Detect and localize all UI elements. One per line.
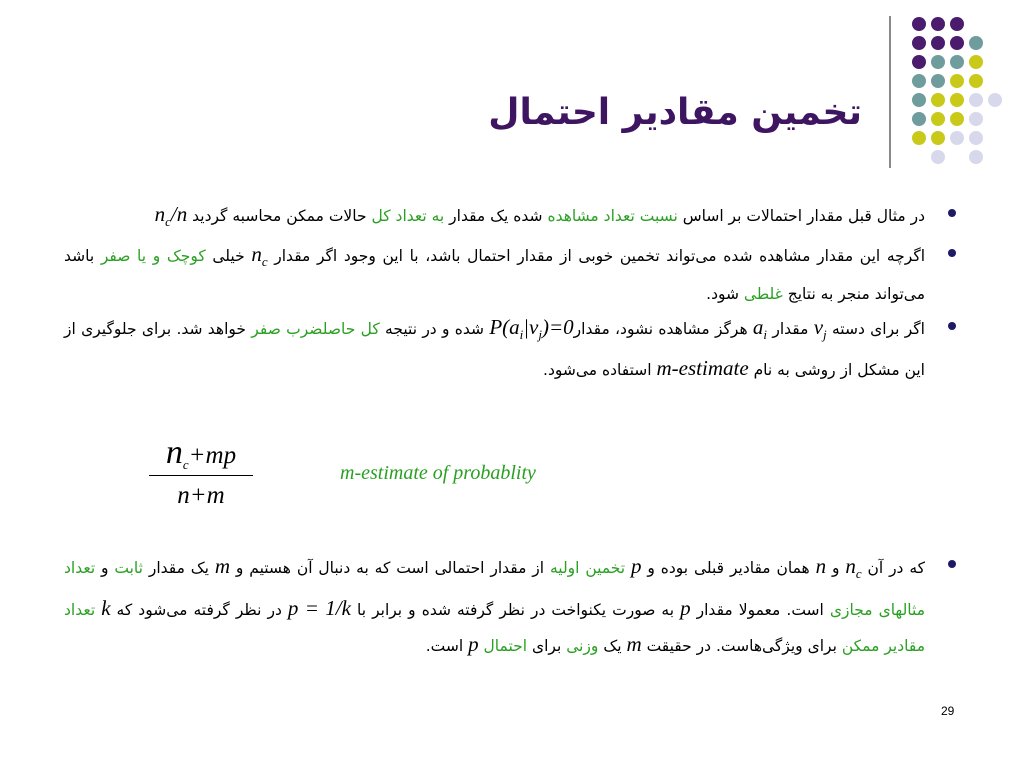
decor-dot: [912, 112, 926, 126]
math-subscript: c: [165, 214, 171, 230]
math-symbol: n: [251, 242, 262, 267]
highlight-text: تعداد مثالهای مجازی: [64, 559, 925, 620]
math-symbol: m: [626, 632, 642, 657]
math-symbol: k: [101, 596, 111, 621]
math-expression: p = 1/k: [287, 596, 351, 621]
text: شده و در نتیجه: [379, 320, 490, 339]
text: خواهد شد. برای جلوگیری از این مشکل از روشی به نام: [64, 320, 925, 379]
formula-denominator: n+m: [177, 482, 225, 509]
math-symbol: n: [165, 434, 183, 471]
text: در نظر گرفته می‌شود که: [110, 601, 288, 620]
text: است. معمولا مقدار: [690, 601, 830, 620]
text: خیلی: [205, 247, 252, 266]
bullet-icon: [948, 322, 956, 330]
math-subscript: i: [519, 327, 524, 343]
decor-dot: [969, 74, 983, 88]
fraction-bar: [149, 475, 253, 476]
page-number: 29: [941, 704, 955, 718]
decor-dot: [969, 55, 983, 69]
highlight-text: تخمین اولیه: [549, 559, 626, 577]
math-symbol: p: [631, 554, 642, 578]
decor-dot: [969, 131, 983, 145]
decor-dot: [969, 36, 983, 50]
bullet-list: [64, 549, 942, 663]
math-symbol: n: [845, 554, 856, 578]
bullet-item-1: [64, 198, 942, 238]
math-symbol: p: [468, 632, 479, 657]
bullet-icon: [948, 249, 956, 257]
decor-dot: [912, 36, 926, 50]
highlight-text: به تعداد کل: [371, 207, 445, 225]
decor-dot: [912, 131, 926, 145]
text: هرگز مشاهده نشود، مقدار: [573, 320, 753, 339]
decor-dot: [969, 150, 983, 164]
text: باشد می‌تواند منجر به نتایج: [64, 247, 925, 304]
math-expression: [845, 554, 862, 582]
text: و: [95, 559, 115, 577]
math-expression: [813, 315, 827, 343]
text: از مقدار احتمالی است که به دنبال آن هستیم و: [230, 559, 550, 577]
math-symbol: n: [815, 554, 827, 578]
text: شده یک مقدار: [444, 207, 548, 225]
text: برای ویژگی‌هاست. در حقیقت: [641, 637, 842, 656]
math-symbol: )=0: [542, 315, 574, 340]
bullet-item-3: [64, 311, 942, 386]
text: حالات ممکن محاسبه گردید: [187, 207, 372, 225]
math-expression: m-estimate: [656, 355, 749, 380]
math-symbol: P(a: [489, 315, 520, 340]
math-subscript: c: [182, 457, 189, 472]
math-symbol: +mp: [188, 442, 237, 469]
math-symbol: n: [154, 202, 166, 226]
math-expression: [489, 315, 574, 343]
text: شود.: [706, 285, 744, 304]
highlight-text: وزنی: [566, 637, 599, 656]
math-subscript: c: [855, 566, 862, 582]
decor-dot: [931, 112, 945, 126]
decor-dot: [950, 17, 964, 31]
formula-numerator: [149, 434, 253, 472]
text: و: [826, 559, 846, 577]
math-subscript: i: [763, 327, 768, 343]
highlight-text: احتمال: [483, 637, 528, 656]
math-subscript: j: [823, 327, 827, 343]
text: مقدار: [767, 320, 814, 339]
decor-dot: [969, 112, 983, 126]
text: همان مقادیر قبلی بوده و: [641, 559, 816, 577]
math-symbol: a: [752, 315, 764, 340]
math-symbol: /n: [170, 202, 188, 226]
formula-caption: m-estimate of probablity: [340, 462, 536, 484]
bullet-item-2: [64, 238, 942, 311]
bullet-icon: [948, 209, 956, 217]
decor-dot: [931, 150, 945, 164]
text: است.: [425, 637, 469, 656]
decor-dot: [950, 112, 964, 126]
bullet-icon: [948, 560, 956, 568]
math-expression: [752, 315, 768, 343]
decor-dot: [931, 17, 945, 31]
highlight-text: کوچک و یا صفر: [100, 247, 206, 266]
decor-dot: [931, 93, 945, 107]
decor-dot: [950, 74, 964, 88]
bullet-item-4: [64, 549, 942, 663]
text: اگرچه این مقدار مشاهده شده می‌تواند تخمین خوبی از مقدار احتمال باشد، با این وجود اگر مقدار: [267, 247, 926, 266]
text: یک مقدار: [142, 559, 215, 577]
math-symbol: p: [680, 596, 691, 621]
math-symbol: m: [214, 554, 231, 578]
decor-dot: [950, 36, 964, 50]
bullet-list: [64, 198, 942, 387]
text: یک: [598, 637, 627, 656]
decor-dot: [988, 93, 1002, 107]
m-estimate-formula: [149, 434, 253, 511]
decor-dot: [912, 17, 926, 31]
highlight-text: کل حاصلضرب صفر: [251, 320, 380, 339]
text: برای: [527, 637, 567, 656]
decor-dot: [912, 74, 926, 88]
title-divider-line: [889, 16, 891, 168]
decorative-dot-grid: [0, 0, 1024, 170]
text: اگر برای دسته: [826, 320, 925, 339]
math-subscript: j: [538, 327, 542, 343]
highlight-text: تعداد مقادیر ممکن: [64, 601, 925, 656]
slide-title: تخمین مقادیر احتمال: [488, 92, 862, 133]
decor-dot: [931, 55, 945, 69]
math-subscript: c: [261, 254, 268, 270]
highlight-text: نسبت تعداد مشاهده: [547, 207, 678, 225]
math-symbol: |v: [523, 315, 539, 340]
decor-dot: [969, 93, 983, 107]
highlight-text: غلطی: [743, 285, 783, 304]
text: به صورت یکنواخت در نظر گرفته شده و برابر با: [350, 601, 681, 620]
highlight-text: ثابت: [114, 559, 143, 577]
decor-dot: [950, 93, 964, 107]
decor-dot: [950, 55, 964, 69]
text: در مثال قبل مقدار احتمالات بر اساس: [677, 207, 925, 225]
math-symbol: v: [813, 315, 824, 340]
decor-dot: [912, 55, 926, 69]
math-expression: [251, 242, 268, 270]
text: استفاده می‌شود.: [543, 360, 657, 379]
decor-dot: [931, 74, 945, 88]
decor-dot: [950, 131, 964, 145]
math-expression: [154, 202, 188, 230]
decor-dot: [931, 36, 945, 50]
text: که در آن: [861, 559, 926, 577]
decor-dot: [912, 93, 926, 107]
decor-dot: [931, 131, 945, 145]
